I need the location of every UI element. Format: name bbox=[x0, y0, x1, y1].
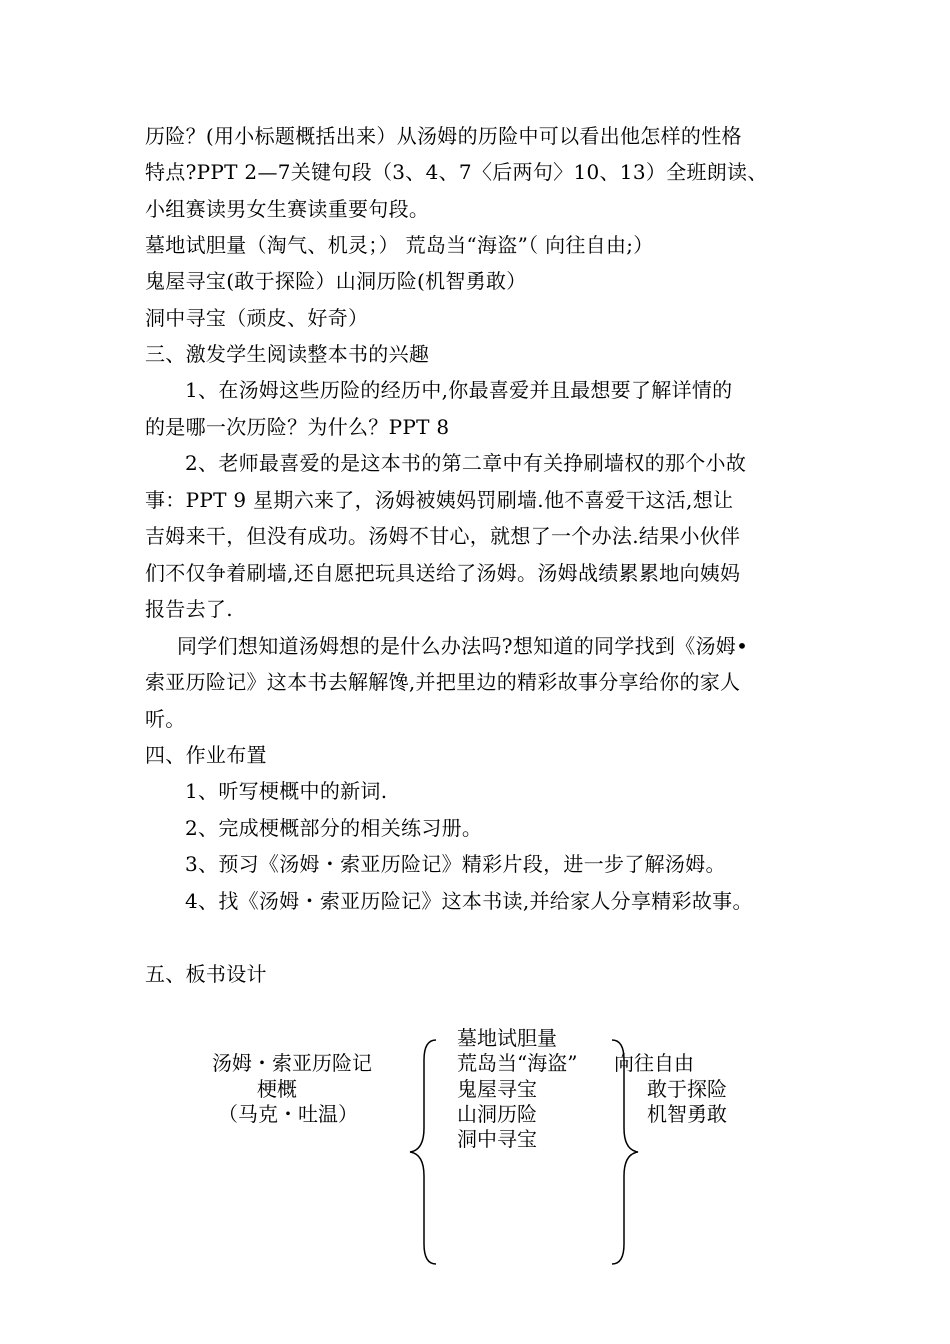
text-line: 1、听写梗概中的新词. bbox=[185, 779, 388, 803]
text-line: 2、完成梗概部分的相关练习册。 bbox=[185, 816, 483, 840]
text-line: 洞中寻宝（顽皮、好奇） bbox=[145, 306, 369, 330]
text-line: 听。 bbox=[145, 707, 186, 731]
text-line: 2、老师最喜爱的是这本书的第二章中有关挣刷墙权的那个小故 bbox=[185, 451, 747, 475]
board-trait: 敢于探险 bbox=[647, 1077, 727, 1101]
text-line: 历险？(用小标题概括出来）从汤姆的历险中可以看出他怎样的性格 bbox=[145, 124, 742, 148]
text-line: 4、找《汤姆・索亚历险记》这本书读,并给家人分享精彩故事。 bbox=[185, 889, 753, 913]
text-line: 特点?PPT 2—7关键句段（3、4、7〈后两句〉10、13）全班朗读、 bbox=[145, 160, 768, 184]
board-item: 山洞历险 bbox=[457, 1102, 537, 1126]
text-line: 3、预习《汤姆・索亚历险记》精彩片段，进一步了解汤姆。 bbox=[185, 852, 726, 876]
text-line: 事：PPT 9 星期六来了，汤姆被姨妈罚刷墙.他不喜爱干这活,想让 bbox=[145, 488, 734, 512]
board-item: 荒岛当“海盗” bbox=[457, 1051, 578, 1075]
text-line: 报告去了. bbox=[145, 597, 233, 621]
text-line: 吉姆来干，但没有成功。汤姆不甘心，就想了一个办法.结果小伙伴 bbox=[145, 524, 741, 548]
board-item: 鬼屋寻宝 bbox=[457, 1077, 537, 1101]
section-heading: 五、板书设计 bbox=[145, 962, 267, 986]
text-line: 小组赛读男女生赛读重要句段。 bbox=[145, 197, 430, 221]
board-title: 汤姆・索亚历险记 bbox=[212, 1051, 372, 1075]
text-line: 墓地试胆量（淘气、机灵；） 荒岛当“海盗”（ 向往自由;） bbox=[145, 233, 654, 257]
board-subtitle: 梗概 bbox=[257, 1077, 297, 1101]
text-line: 们不仅争着刷墙,还自愿把玩具送给了汤姆。汤姆战绩累累地向姨妈 bbox=[145, 561, 741, 585]
board-author: （马克・吐温） bbox=[218, 1102, 358, 1126]
section-heading: 四、作业布置 bbox=[145, 743, 267, 767]
text-line: 同学们想知道汤姆想的是什么办法吗?想知道的同学找到《汤姆• bbox=[177, 634, 749, 658]
text-line: 索亚历险记》这本书去解解馋,并把里边的精彩故事分享给你的家人 bbox=[145, 670, 741, 694]
board-trait: 向往自由 bbox=[614, 1051, 694, 1075]
right-brace bbox=[612, 1040, 638, 1264]
board-item: 洞中寻宝 bbox=[457, 1127, 537, 1151]
section-heading: 三、激发学生阅读整本书的兴趣 bbox=[145, 342, 430, 366]
board-trait: 机智勇敢 bbox=[647, 1102, 727, 1126]
text-line: 鬼屋寻宝(敢于探险）山洞历险(机智勇敢） bbox=[145, 269, 527, 293]
board-item: 墓地试胆量 bbox=[457, 1026, 557, 1050]
text-line: 1、在汤姆这些历险的经历中,你最喜爱并且最想要了解详情的 bbox=[185, 378, 733, 402]
text-line: 的是哪一次历险？为什么？PPT 8 bbox=[145, 415, 450, 439]
left-brace bbox=[410, 1040, 436, 1264]
